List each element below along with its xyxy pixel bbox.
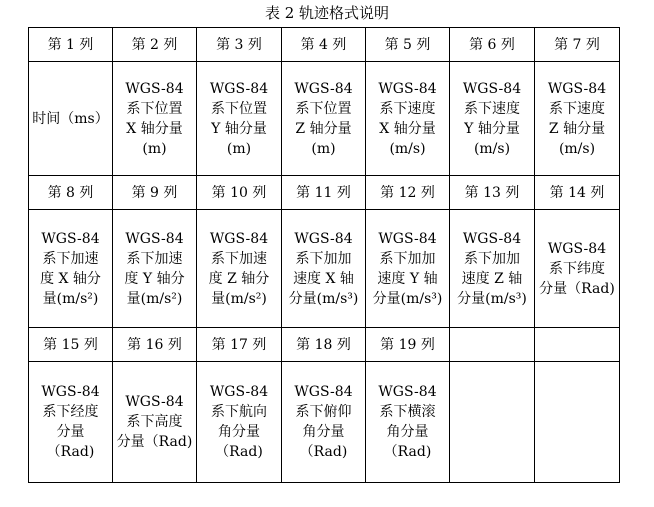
column-number-cell: 第 14 列 xyxy=(535,176,620,210)
description-line: 系下经度 xyxy=(42,404,99,420)
description-cell xyxy=(366,210,450,328)
description-line: WGS-84 xyxy=(547,240,607,257)
description-cell xyxy=(29,62,113,176)
description-cell xyxy=(113,210,197,328)
column-number-cell: 第 15 列 xyxy=(29,328,113,362)
column-number-cell: 第 1 列 xyxy=(29,28,113,62)
column-number-cell: 第 2 列 xyxy=(113,28,197,62)
description-line: WGS-84 xyxy=(294,80,353,97)
description-line: (m) xyxy=(142,140,167,157)
description-line: WGS-84 xyxy=(125,394,184,410)
description-cell xyxy=(113,62,197,176)
table-caption: 表 2 轨迹格式说明 xyxy=(264,4,390,22)
description-line: 系下速度 xyxy=(549,100,605,117)
column-number-cell: 第 8 列 xyxy=(29,176,113,210)
description-line: 度 Z 轴分 xyxy=(208,270,270,287)
description-line: (m/s) xyxy=(473,140,511,157)
description-line: WGS-84 xyxy=(294,384,353,400)
description-cell xyxy=(29,210,113,328)
description-cell xyxy=(113,362,197,483)
description-line: 量(m/s²) xyxy=(42,290,99,307)
description-line: WGS-84 xyxy=(41,230,100,247)
description-line: Z 轴分量 xyxy=(295,120,352,137)
column-number-cell xyxy=(450,328,535,362)
description-line: 系下俯仰 xyxy=(295,404,352,420)
column-number-cell: 第 5 列 xyxy=(366,28,450,62)
description-line: 系下位置 xyxy=(126,100,183,117)
description-line: 系下速度 xyxy=(464,100,520,117)
column-number-cell: 第 6 列 xyxy=(450,28,535,62)
description-line: WGS-84 xyxy=(209,230,269,247)
description-line: (m/s) xyxy=(558,140,596,157)
description-line: 角分量 xyxy=(386,424,429,440)
column-number-cell: 第 11 列 xyxy=(282,176,366,210)
description-line: 系下高度 xyxy=(126,414,183,430)
description-line: 速度 X 轴 xyxy=(293,270,354,287)
description-cell xyxy=(450,62,535,176)
description-line: X 轴分量 xyxy=(379,120,436,137)
header-row xyxy=(29,328,620,362)
description-cell xyxy=(535,362,620,483)
description-line: 时间（ms） xyxy=(32,110,109,127)
column-number-cell: 第 4 列 xyxy=(282,28,366,62)
description-line: （Rad) xyxy=(46,444,95,460)
description-line: 系下加速 xyxy=(42,250,99,267)
column-number-cell: 第 19 列 xyxy=(366,328,450,362)
description-cell xyxy=(197,210,282,328)
description-line: Z 轴分量 xyxy=(548,120,606,137)
description-line: 度 X 轴分 xyxy=(40,270,101,287)
column-number-cell: 第 3 列 xyxy=(197,28,282,62)
description-line: WGS-84 xyxy=(378,384,437,400)
description-cell xyxy=(282,362,366,483)
description-line: (m) xyxy=(311,140,336,157)
description-line: (m) xyxy=(226,140,252,157)
description-cell xyxy=(282,62,366,176)
description-line: 分量(m/s³) xyxy=(457,290,527,307)
column-number-cell: 第 7 列 xyxy=(535,28,620,62)
description-line: (m/s) xyxy=(389,140,426,157)
description-line: Y 轴分量 xyxy=(464,120,520,137)
description-row xyxy=(29,362,620,483)
description-line: WGS-84 xyxy=(125,230,184,247)
column-number-cell: 第 18 列 xyxy=(282,328,366,362)
column-number-cell xyxy=(535,328,620,362)
description-line: 角分量 xyxy=(302,424,345,440)
description-line: 系下加速 xyxy=(126,250,183,267)
description-cell xyxy=(282,210,366,328)
description-line: 量(m/s²) xyxy=(211,290,267,307)
description-line: WGS-84 xyxy=(294,230,353,247)
description-line: WGS-84 xyxy=(125,80,184,97)
description-line: 分量（Rad) xyxy=(539,280,615,297)
description-cell xyxy=(535,62,620,176)
description-line: 系下纬度 xyxy=(549,260,605,277)
description-cell xyxy=(366,62,450,176)
description-line: 系下位置 xyxy=(211,100,267,117)
description-cell xyxy=(366,362,450,483)
description-line: Y 轴分量 xyxy=(211,120,267,137)
description-line: 系下加加 xyxy=(464,250,520,267)
description-line: 分量 xyxy=(56,424,85,440)
description-line: 系下加加 xyxy=(379,250,436,267)
description-line: WGS-84 xyxy=(547,80,607,97)
description-line: 系下航向 xyxy=(211,404,267,420)
description-line: 分量（Rad) xyxy=(116,434,193,450)
description-line: 系下横滚 xyxy=(379,404,436,420)
description-line: 速度 Z 轴 xyxy=(461,270,523,287)
description-row xyxy=(29,210,620,328)
description-line: WGS-84 xyxy=(209,80,269,97)
header-row xyxy=(29,28,620,62)
description-line: 系下速度 xyxy=(379,100,436,117)
description-row xyxy=(29,62,620,176)
description-line: 系下位置 xyxy=(295,100,352,117)
description-cell xyxy=(450,362,535,483)
header-row xyxy=(29,176,620,210)
description-line: WGS-84 xyxy=(41,384,100,400)
trajectory-format-table xyxy=(28,27,620,483)
description-line: 量(m/s²) xyxy=(126,290,183,307)
description-line: WGS-84 xyxy=(378,80,437,97)
description-line: （Rad) xyxy=(383,444,432,460)
description-cell xyxy=(450,210,535,328)
description-line: 速度 Y 轴 xyxy=(377,270,438,287)
description-line: （Rad) xyxy=(299,444,348,460)
description-line: X 轴分量 xyxy=(126,120,183,137)
column-number-cell: 第 16 列 xyxy=(113,328,197,362)
description-cell xyxy=(197,362,282,483)
description-line: 角分量 xyxy=(218,424,260,440)
description-cell xyxy=(197,62,282,176)
description-cell xyxy=(29,362,113,483)
description-line: WGS-84 xyxy=(462,80,522,97)
column-number-cell: 第 17 列 xyxy=(197,328,282,362)
description-line: （Rad) xyxy=(215,444,263,460)
column-number-cell: 第 10 列 xyxy=(197,176,282,210)
column-number-cell: 第 13 列 xyxy=(450,176,535,210)
description-line: 系下加加 xyxy=(295,250,352,267)
description-line: 系下加速 xyxy=(211,250,267,267)
description-cell xyxy=(535,210,620,328)
description-line: 分量(m/s³) xyxy=(372,290,443,307)
column-number-cell: 第 12 列 xyxy=(366,176,450,210)
description-line: 分量(m/s³) xyxy=(288,290,359,307)
description-line: 度 Y 轴分 xyxy=(124,270,185,287)
description-line: WGS-84 xyxy=(378,230,437,247)
description-line: WGS-84 xyxy=(462,230,522,247)
column-number-cell: 第 9 列 xyxy=(113,176,197,210)
description-line: WGS-84 xyxy=(209,384,269,400)
